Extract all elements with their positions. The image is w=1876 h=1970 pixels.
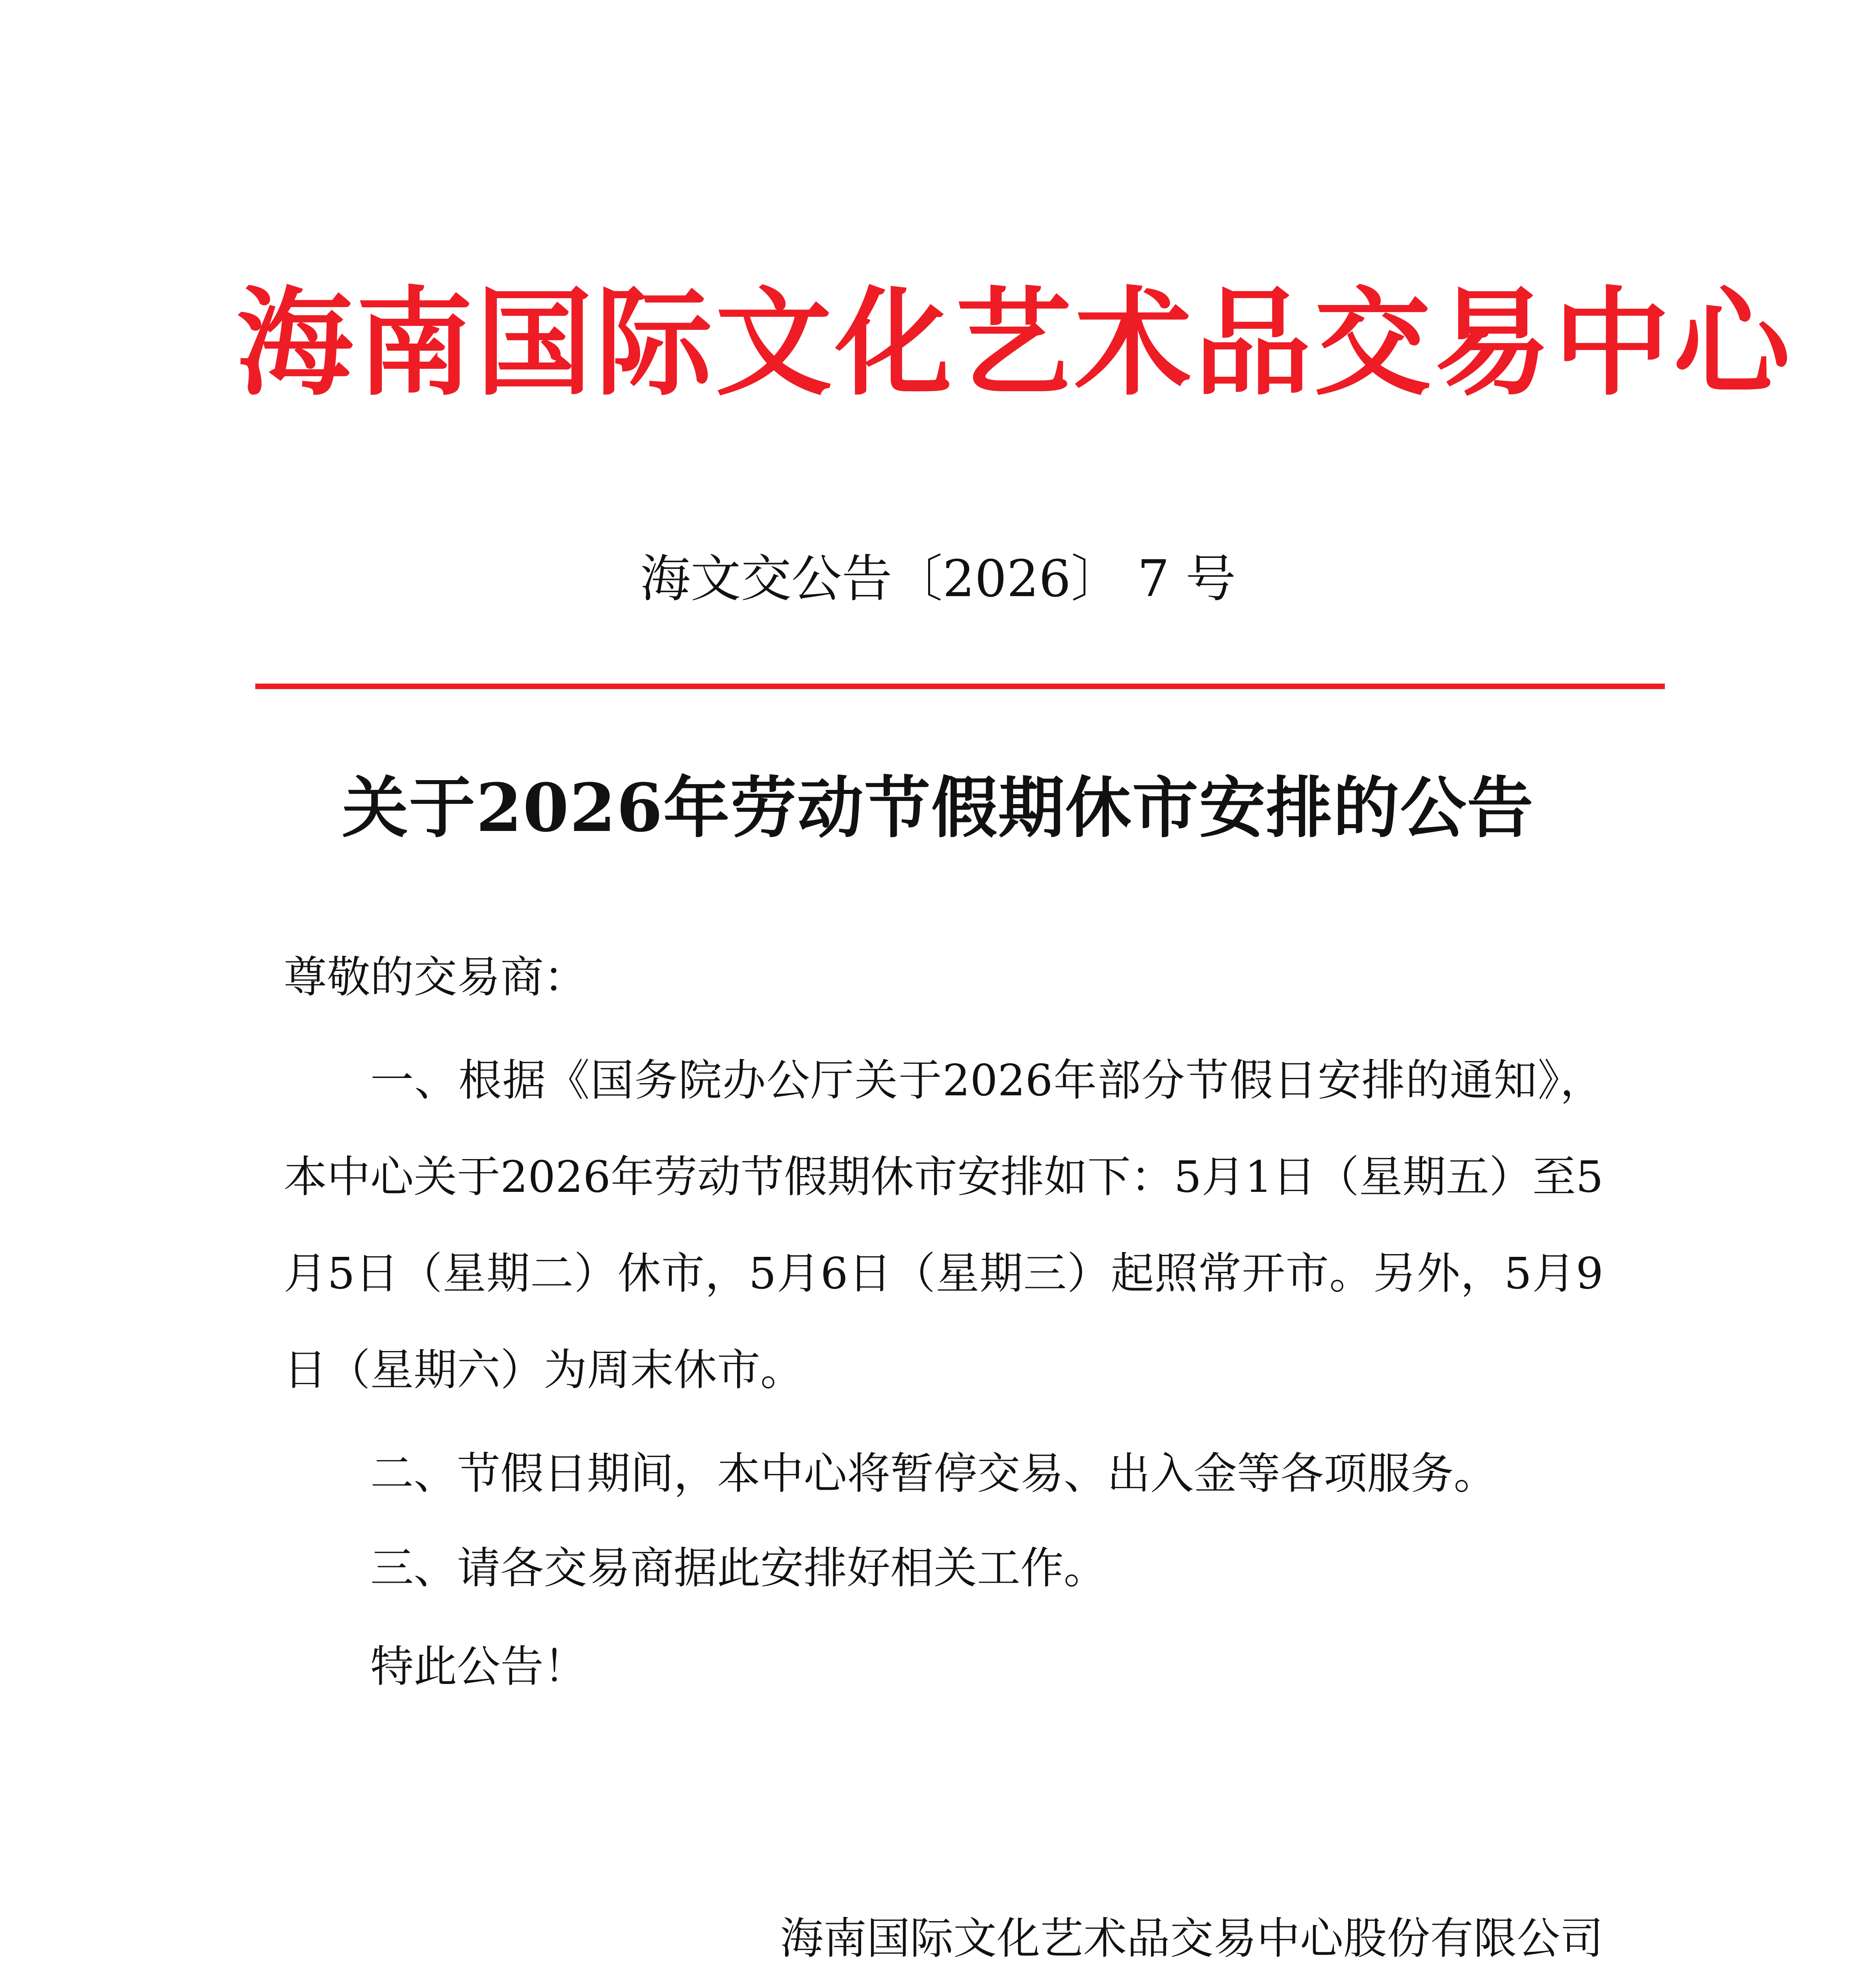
paragraph-1: 一、根据《国务院办公厅关于2026年部分节假日安排的通知》，本中心关于2026年劳动节假期休市安排如下：5月1日（星期五）至5月5日（星期二）休市，5月6日（星期三）起照常开市。另外，5月9日（星期六）为周末休市。 [284,1055,1603,1395]
paragraph-3: 三、请各交易商据此安排好相关工作。 [370,1543,1107,1593]
closing-statement: 特此公告！ [370,1641,587,1692]
paragraph-2: 二、节假日期间，本中心将暂停交易、出入金等各项服务。 [370,1448,1497,1499]
document-number: 海文交公告〔2026〕 7 号 [640,550,1236,608]
issuer-signature: 海南国际文化艺术品交易中心股份有限公司 [780,1913,1603,1964]
org-masthead: 海南国际文化艺术品交易中心 [236,274,1793,411]
red-divider-line [255,684,1665,689]
notice-title: 关于2026年劳动节假期休市安排的公告 [342,769,1534,847]
salutation: 尊敬的交易商： [284,952,587,1002]
